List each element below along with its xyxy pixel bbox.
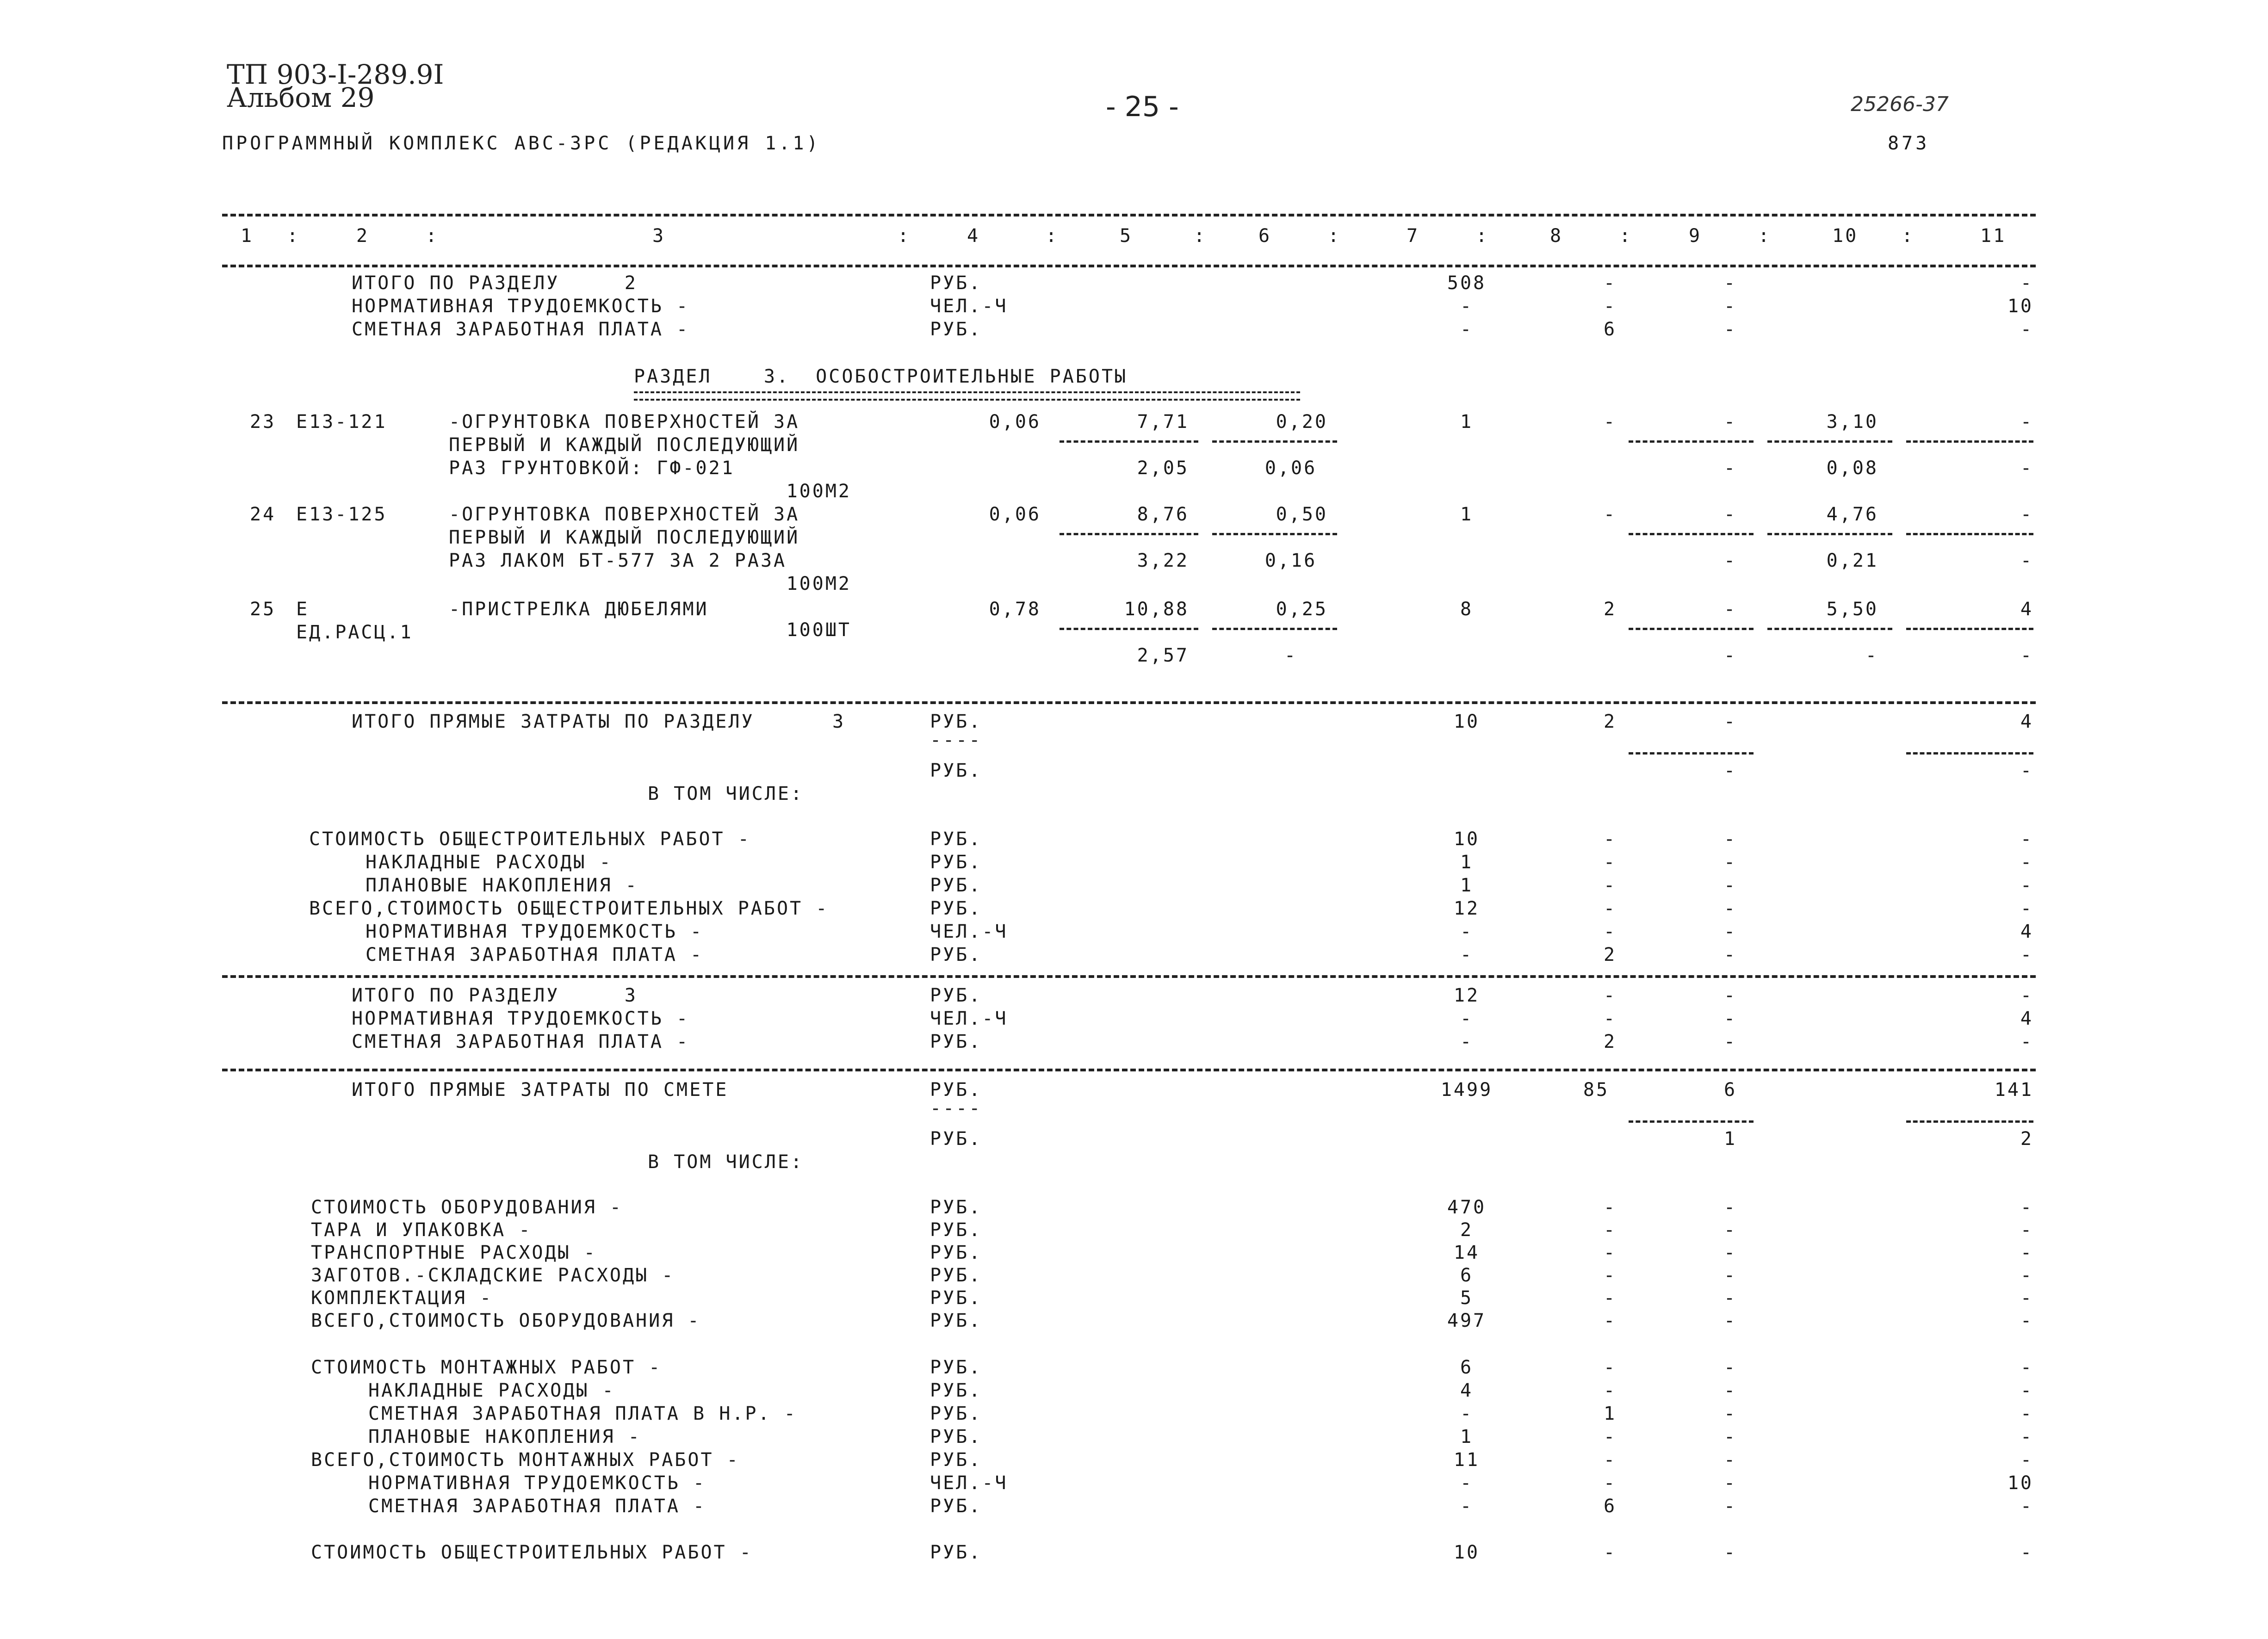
col11-cell: - bbox=[2020, 411, 2033, 433]
col11-cell: - bbox=[2020, 1031, 2033, 1052]
column-separator: : bbox=[1046, 225, 1059, 247]
col9-cell: - bbox=[1723, 1496, 1737, 1517]
col5-cell: 2,57 bbox=[1137, 645, 1189, 666]
row-label: ТАРА И УПАКОВКА - bbox=[311, 1219, 532, 1241]
col11-cell: - bbox=[2020, 1287, 2033, 1309]
album-label: Альбом 29 bbox=[227, 82, 375, 113]
col8-cell: - bbox=[1603, 1197, 1617, 1218]
row-label: ПЛАНОВЫЕ НАКОПЛЕНИЯ - bbox=[366, 875, 638, 896]
col8-cell: - bbox=[1603, 272, 1617, 294]
unit-cell: РУБ. bbox=[930, 1357, 982, 1378]
col8-cell: - bbox=[1603, 898, 1617, 919]
row-label: НОРМАТИВНАЯ ТРУДОЕМКОСТЬ - bbox=[352, 296, 690, 317]
col9-cell: - bbox=[1723, 1403, 1737, 1424]
item-description: РАЗ ЛАКОМ БТ-577 ЗА 2 РАЗА bbox=[449, 550, 787, 571]
row-label: ИТОГО ПО РАЗДЕЛУ 2 bbox=[352, 272, 638, 294]
row-label: ИТОГО ПО РАЗДЕЛУ 3 bbox=[352, 985, 638, 1006]
col11-cell: - bbox=[2020, 944, 2033, 965]
unit-cell: РУБ. bbox=[930, 711, 982, 732]
col9-cell: - bbox=[1723, 1242, 1737, 1263]
col5-subrule bbox=[1060, 628, 1198, 630]
col11-subrule bbox=[1906, 440, 2033, 443]
col10-cell: 3,10 bbox=[1826, 411, 1878, 433]
col7-cell: 12 bbox=[1453, 985, 1480, 1006]
col11-cell: - bbox=[2020, 852, 2033, 873]
col8-cell: 2 bbox=[1603, 1031, 1617, 1052]
col5-subrule bbox=[1060, 533, 1198, 535]
row-label: СМЕТНАЯ ЗАРАБОТНАЯ ПЛАТА - bbox=[366, 944, 704, 965]
row-label: СТОИМОСТЬ ОБЩЕСТРОИТЕЛЬНЫХ РАБОТ - bbox=[311, 1542, 753, 1563]
col7-cell: - bbox=[1460, 1472, 1474, 1494]
col8-cell: - bbox=[1603, 829, 1617, 850]
col8-cell: - bbox=[1603, 1472, 1617, 1494]
col9-cell: - bbox=[1723, 921, 1737, 942]
section-title: РАЗДЕЛ 3. ОСОБОСТРОИТЕЛЬНЫЕ РАБОТЫ bbox=[634, 366, 1128, 387]
col9-cell: - bbox=[1723, 944, 1737, 965]
row-label: СТОИМОСТЬ МОНТАЖНЫХ РАБОТ - bbox=[311, 1357, 662, 1378]
section-title-underline bbox=[634, 391, 1300, 401]
col9-cell: - bbox=[1723, 319, 1737, 340]
unit-cell: РУБ. bbox=[930, 1496, 982, 1517]
column-separator: : bbox=[1902, 225, 1915, 247]
col7-cell: - bbox=[1460, 319, 1474, 340]
col9-cell: - bbox=[1723, 829, 1737, 850]
col11-cell: - bbox=[2020, 1219, 2033, 1241]
row-label: ЗАГОТОВ.-СКЛАДСКИЕ РАСХОДЫ - bbox=[311, 1265, 675, 1286]
col9-cell: - bbox=[1723, 985, 1737, 1006]
unit-cell: РУБ. bbox=[930, 1219, 982, 1241]
col11-subrule bbox=[1906, 1120, 2033, 1123]
item-description: -ОГРУНТОВКА ПОВЕРХНОСТЕЙ ЗА bbox=[449, 504, 800, 525]
unit-dash: ---- bbox=[930, 1098, 982, 1119]
col8-cell: - bbox=[1603, 1426, 1617, 1447]
column-number: 10 bbox=[1832, 225, 1859, 247]
col9-cell: - bbox=[1723, 711, 1737, 732]
col9-subrule bbox=[1629, 440, 1754, 443]
col11-cell: - bbox=[2020, 1403, 2033, 1424]
column-number: 2 bbox=[356, 225, 370, 247]
column-separator: : bbox=[1619, 225, 1633, 247]
col8-cell: - bbox=[1603, 1265, 1617, 1286]
col10-cell: - bbox=[1865, 645, 1878, 666]
col8-cell: - bbox=[1603, 411, 1617, 433]
col9-cell: - bbox=[1723, 550, 1737, 571]
col10-subrule bbox=[1767, 628, 1892, 630]
item-description: РАЗ ГРУНТОВКОЙ: ГФ-021 bbox=[449, 458, 735, 479]
col11-cell: 4 bbox=[2020, 599, 2033, 620]
col7-cell: 508 bbox=[1447, 272, 1487, 294]
col11-cell: 2 bbox=[2020, 1128, 2033, 1150]
unit-cell: РУБ. bbox=[930, 1403, 982, 1424]
unit-cell: РУБ. bbox=[930, 319, 982, 340]
col11-cell: - bbox=[2020, 272, 2033, 294]
col6-subrule bbox=[1212, 628, 1337, 630]
col4-cell: 0,06 bbox=[989, 504, 1041, 525]
unit-cell: РУБ. bbox=[930, 1449, 982, 1471]
col7-cell: - bbox=[1460, 944, 1474, 965]
row-label: СТОИМОСТЬ ОБОРУДОВАНИЯ - bbox=[311, 1197, 623, 1218]
col9-cell: - bbox=[1723, 296, 1737, 317]
col8-cell: - bbox=[1603, 1287, 1617, 1309]
col11-cell: - bbox=[2020, 1197, 2033, 1218]
col7-cell: 11 bbox=[1453, 1449, 1480, 1471]
col11-cell: 10 bbox=[2007, 1472, 2033, 1494]
col8-cell: 1 bbox=[1603, 1403, 1617, 1424]
col10-cell: 4,76 bbox=[1826, 504, 1878, 525]
col9-subrule bbox=[1629, 533, 1754, 535]
section-3-rule bbox=[222, 701, 2036, 704]
col6-cell: - bbox=[1284, 645, 1298, 666]
column-number: 11 bbox=[1980, 225, 2007, 247]
col8-cell: - bbox=[1603, 1449, 1617, 1471]
col11-cell: - bbox=[2020, 458, 2033, 479]
col11-cell: 4 bbox=[2020, 711, 2033, 732]
row-label: НОРМАТИВНАЯ ТРУДОЕМКОСТЬ - bbox=[366, 921, 704, 942]
row-label: ВСЕГО,СТОИМОСТЬ МОНТАЖНЫХ РАБОТ - bbox=[311, 1449, 740, 1471]
row-label: КОМПЛЕКТАЦИЯ - bbox=[311, 1287, 493, 1309]
item-description: -ПРИСТРЕЛКА ДЮБЕЛЯМИ bbox=[449, 599, 709, 620]
unit-cell: РУБ. bbox=[930, 272, 982, 294]
col10-cell: 0,08 bbox=[1826, 458, 1878, 479]
col8-cell: 2 bbox=[1603, 711, 1617, 732]
col4-cell: 0,78 bbox=[989, 599, 1041, 620]
col9-cell: - bbox=[1723, 1472, 1737, 1494]
column-number: 5 bbox=[1120, 225, 1133, 247]
unit-cell: РУБ. bbox=[930, 1310, 982, 1331]
item-number: 25 bbox=[250, 599, 276, 620]
col9-cell: 6 bbox=[1723, 1079, 1737, 1101]
row-label: НОРМАТИВНАЯ ТРУДОЕМКОСТЬ - bbox=[352, 1008, 690, 1029]
col11-cell: - bbox=[2020, 898, 2033, 919]
col11-cell: - bbox=[2020, 504, 2033, 525]
col6-subrule bbox=[1212, 533, 1337, 535]
col7-cell: 470 bbox=[1447, 1197, 1487, 1218]
col11-subrule bbox=[1906, 752, 2033, 755]
row-label: СМЕТНАЯ ЗАРАБОТНАЯ ПЛАТА - bbox=[352, 1031, 690, 1052]
col6-cell: 0,50 bbox=[1276, 504, 1328, 525]
col9-subrule bbox=[1629, 752, 1754, 755]
col7-cell: 1 bbox=[1460, 852, 1474, 873]
item-code: Е bbox=[296, 599, 310, 620]
column-separator: : bbox=[898, 225, 911, 247]
col6-cell: 0,25 bbox=[1276, 599, 1328, 620]
col11-cell: 4 bbox=[2020, 1008, 2033, 1029]
item-description: ПЕРВЫЙ И КАЖДЫЙ ПОСЛЕДУЮЩИЙ bbox=[449, 527, 800, 548]
unit-cell: РУБ. bbox=[930, 1242, 982, 1263]
unit-cell: РУБ. bbox=[930, 875, 982, 896]
estimate-direct-label: ИТОГО ПРЯМЫЕ ЗАТРАТЫ ПО СМЕТЕ bbox=[352, 1079, 729, 1101]
col7-cell: 6 bbox=[1460, 1357, 1474, 1378]
col9-cell: - bbox=[1723, 458, 1737, 479]
col9-subrule bbox=[1629, 628, 1754, 630]
unit-cell: ЧЕЛ.-Ч bbox=[930, 921, 1008, 942]
column-number: 6 bbox=[1258, 225, 1272, 247]
unit-cell: РУБ. bbox=[930, 1128, 982, 1150]
doc-code: ТП 903-I-289.9I bbox=[227, 59, 444, 90]
col11-cell: - bbox=[2020, 1380, 2033, 1401]
table-header-rule bbox=[222, 265, 2036, 267]
col9-cell: - bbox=[1723, 875, 1737, 896]
col8-cell: 85 bbox=[1583, 1079, 1610, 1101]
col7-cell: 5 bbox=[1460, 1287, 1474, 1309]
unit-cell: ЧЕЛ.-Ч bbox=[930, 1472, 1008, 1494]
col5-cell: 8,76 bbox=[1137, 504, 1189, 525]
unit-cell: РУБ. bbox=[930, 1542, 982, 1563]
col4-cell: 0,06 bbox=[989, 411, 1041, 433]
row-label: ВСЕГО,СТОИМОСТЬ ОБЩЕСТРОИТЕЛЬНЫХ РАБОТ - bbox=[309, 898, 829, 919]
column-separator: : bbox=[1328, 225, 1341, 247]
col9-cell: - bbox=[1723, 1449, 1737, 1471]
col9-cell: - bbox=[1723, 852, 1737, 873]
col9-cell: - bbox=[1723, 1357, 1737, 1378]
col11-cell: 10 bbox=[2007, 296, 2033, 317]
col9-cell: - bbox=[1723, 272, 1737, 294]
col11-cell: - bbox=[2020, 1265, 2033, 1286]
col7-cell: - bbox=[1460, 1403, 1474, 1424]
column-separator: : bbox=[1476, 225, 1489, 247]
col5-cell: 2,05 bbox=[1137, 458, 1189, 479]
col6-cell: 0,20 bbox=[1276, 411, 1328, 433]
col11-cell: - bbox=[2020, 1242, 2033, 1263]
col7-cell: 2 bbox=[1460, 1219, 1474, 1241]
col9-cell: - bbox=[1723, 1426, 1737, 1447]
column-number: 3 bbox=[652, 225, 666, 247]
item-unit: 100М2 bbox=[786, 573, 851, 594]
col9-cell: - bbox=[1723, 1219, 1737, 1241]
col8-cell: - bbox=[1603, 875, 1617, 896]
unit-cell: РУБ. bbox=[930, 1031, 982, 1052]
column-number: 7 bbox=[1407, 225, 1420, 247]
unit-cell: РУБ. bbox=[930, 898, 982, 919]
col11-subrule bbox=[1906, 533, 2033, 535]
col11-cell: - bbox=[2020, 645, 2033, 666]
col11-cell: - bbox=[2020, 1496, 2033, 1517]
item-description: -ОГРУНТОВКА ПОВЕРХНОСТЕЙ ЗА bbox=[449, 411, 800, 433]
including-heading: В ТОМ ЧИСЛЕ: bbox=[648, 783, 804, 804]
col10-cell: 5,50 bbox=[1826, 599, 1878, 620]
col9-cell: - bbox=[1723, 1542, 1737, 1563]
unit-cell: РУБ. bbox=[930, 1380, 982, 1401]
col9-cell: - bbox=[1723, 1380, 1737, 1401]
col11-cell: - bbox=[2020, 875, 2033, 896]
unit-cell: РУБ. bbox=[930, 944, 982, 965]
stamp-number: 25266-37 bbox=[1851, 93, 1949, 116]
col11-cell: 4 bbox=[2020, 921, 2033, 942]
col11-cell: - bbox=[2020, 319, 2033, 340]
col8-cell: - bbox=[1603, 1380, 1617, 1401]
item-code-extra: ЕД.РАСЦ.1 bbox=[296, 622, 413, 643]
column-separator: : bbox=[287, 225, 300, 247]
item-description: ПЕРВЫЙ И КАЖДЫЙ ПОСЛЕДУЮЩИЙ bbox=[449, 434, 800, 456]
row-label: НАКЛАДНЫЕ РАСХОДЫ - bbox=[366, 852, 613, 873]
item-code: Е13-125 bbox=[296, 504, 387, 525]
col9-cell: - bbox=[1723, 599, 1737, 620]
row-label: НАКЛАДНЫЕ РАСХОДЫ - bbox=[368, 1380, 615, 1401]
col8-cell: - bbox=[1603, 1008, 1617, 1029]
col11-cell: - bbox=[2020, 1357, 2033, 1378]
col11-cell: - bbox=[2020, 550, 2033, 571]
unit-cell: РУБ. bbox=[930, 829, 982, 850]
row-label: СМЕТНАЯ ЗАРАБОТНАЯ ПЛАТА В Н.Р. - bbox=[368, 1403, 797, 1424]
col7-cell: 1 bbox=[1460, 504, 1474, 525]
unit-cell: РУБ. bbox=[930, 1197, 982, 1218]
col7-cell: - bbox=[1460, 1031, 1474, 1052]
col9-cell: - bbox=[1723, 1310, 1737, 1331]
col7-cell: 10 bbox=[1453, 829, 1480, 850]
col11-cell: - bbox=[2020, 1310, 2033, 1331]
col9-cell: - bbox=[1723, 411, 1737, 433]
col9-cell: - bbox=[1723, 1031, 1737, 1052]
col8-cell: - bbox=[1603, 504, 1617, 525]
col8-cell: - bbox=[1603, 1219, 1617, 1241]
row-label: ТРАНСПОРТНЫЕ РАСХОДЫ - bbox=[311, 1242, 597, 1263]
item-code: Е13-121 bbox=[296, 411, 387, 433]
item-unit: 100М2 bbox=[786, 481, 851, 502]
unit-cell: РУБ. bbox=[930, 760, 982, 781]
col11-cell: - bbox=[2020, 1542, 2033, 1563]
column-number: 4 bbox=[967, 225, 980, 247]
unit-cell: ЧЕЛ.-Ч bbox=[930, 1008, 1008, 1029]
row-label: ВСЕГО,СТОИМОСТЬ ОБОРУДОВАНИЯ - bbox=[311, 1310, 701, 1331]
col6-cell: 0,06 bbox=[1264, 458, 1317, 479]
column-separator: : bbox=[426, 225, 439, 247]
row-label: НОРМАТИВНАЯ ТРУДОЕМКОСТЬ - bbox=[368, 1472, 706, 1494]
unit-dash: ---- bbox=[930, 730, 982, 751]
col8-cell: - bbox=[1603, 1310, 1617, 1331]
unit-cell: РУБ. bbox=[930, 852, 982, 873]
program-title: ПРОГРАММНЫЙ КОМПЛЕКС АВС-3РС (РЕДАКЦИЯ 1.1) bbox=[222, 133, 821, 154]
col8-cell: 2 bbox=[1603, 599, 1617, 620]
col7-cell: 497 bbox=[1447, 1310, 1487, 1331]
sheet-number: 873 bbox=[1888, 133, 1930, 154]
col8-cell: 2 bbox=[1603, 944, 1617, 965]
col5-cell: 7,71 bbox=[1137, 411, 1189, 433]
col6-subrule bbox=[1212, 440, 1337, 443]
col7-cell: 12 bbox=[1453, 898, 1480, 919]
col7-cell: - bbox=[1460, 296, 1474, 317]
col8-cell: - bbox=[1603, 921, 1617, 942]
row-label: СМЕТНАЯ ЗАРАБОТНАЯ ПЛАТА - bbox=[368, 1496, 706, 1517]
col9-cell: - bbox=[1723, 1008, 1737, 1029]
col7-cell: - bbox=[1460, 1008, 1474, 1029]
page-number: - 25 - bbox=[1106, 91, 1179, 123]
col9-cell: - bbox=[1723, 898, 1737, 919]
item-unit: 100ШТ bbox=[786, 619, 851, 641]
col7-cell: 10 bbox=[1453, 711, 1480, 732]
row-label: СМЕТНАЯ ЗАРАБОТНАЯ ПЛАТА - bbox=[352, 319, 690, 340]
unit-cell: РУБ. bbox=[930, 1079, 982, 1101]
col11-cell: 141 bbox=[1994, 1079, 2033, 1101]
col7-cell: 1499 bbox=[1440, 1079, 1493, 1101]
col9-cell: - bbox=[1723, 760, 1737, 781]
col7-cell: 6 bbox=[1460, 1265, 1474, 1286]
col11-cell: - bbox=[2020, 1426, 2033, 1447]
col9-cell: - bbox=[1723, 645, 1737, 666]
col9-cell: - bbox=[1723, 1287, 1737, 1309]
col7-cell: 1 bbox=[1460, 1426, 1474, 1447]
col8-cell: - bbox=[1603, 985, 1617, 1006]
col7-cell: 8 bbox=[1460, 599, 1474, 620]
section-3-subtotal-rule bbox=[222, 975, 2036, 978]
col8-cell: - bbox=[1603, 1542, 1617, 1563]
col10-cell: 0,21 bbox=[1826, 550, 1878, 571]
unit-cell: РУБ. bbox=[930, 1426, 982, 1447]
estimate-rule bbox=[222, 1069, 2036, 1071]
unit-cell: РУБ. bbox=[930, 985, 982, 1006]
col5-cell: 3,22 bbox=[1137, 550, 1189, 571]
col7-cell: 1 bbox=[1460, 411, 1474, 433]
table-top-rule bbox=[222, 214, 2036, 216]
col9-cell: - bbox=[1723, 1197, 1737, 1218]
item-number: 23 bbox=[250, 411, 276, 433]
column-separator: : bbox=[1758, 225, 1772, 247]
col11-cell: - bbox=[2020, 985, 2033, 1006]
col8-cell: - bbox=[1603, 1242, 1617, 1263]
col6-cell: 0,16 bbox=[1264, 550, 1317, 571]
col9-cell: - bbox=[1723, 504, 1737, 525]
col8-cell: 6 bbox=[1603, 319, 1617, 340]
col8-cell: - bbox=[1603, 1357, 1617, 1378]
item-number: 24 bbox=[250, 504, 276, 525]
col5-cell: 10,88 bbox=[1124, 599, 1189, 620]
unit-cell: РУБ. bbox=[930, 1265, 982, 1286]
col7-cell: 10 bbox=[1453, 1542, 1480, 1563]
col10-subrule bbox=[1767, 533, 1892, 535]
col8-cell: 6 bbox=[1603, 1496, 1617, 1517]
row-label: СТОИМОСТЬ ОБЩЕСТРОИТЕЛЬНЫХ РАБОТ - bbox=[309, 829, 751, 850]
col11-subrule bbox=[1906, 628, 2033, 630]
col11-cell: - bbox=[2020, 829, 2033, 850]
column-number: 8 bbox=[1550, 225, 1563, 247]
unit-cell: ЧЕЛ.-Ч bbox=[930, 296, 1008, 317]
including-heading: В ТОМ ЧИСЛЕ: bbox=[648, 1151, 804, 1173]
col5-subrule bbox=[1060, 440, 1198, 443]
col9-cell: - bbox=[1723, 1265, 1737, 1286]
column-number: 9 bbox=[1689, 225, 1702, 247]
col11-cell: - bbox=[2020, 760, 2033, 781]
col8-cell: - bbox=[1603, 296, 1617, 317]
col10-subrule bbox=[1767, 440, 1892, 443]
col8-cell: - bbox=[1603, 852, 1617, 873]
col7-cell: - bbox=[1460, 921, 1474, 942]
col9-cell: 1 bbox=[1723, 1128, 1737, 1150]
col9-subrule bbox=[1629, 1120, 1754, 1123]
col7-cell: 14 bbox=[1453, 1242, 1480, 1263]
col11-cell: - bbox=[2020, 1449, 2033, 1471]
unit-cell: РУБ. bbox=[930, 1287, 982, 1309]
column-separator: : bbox=[1194, 225, 1207, 247]
col7-cell: - bbox=[1460, 1496, 1474, 1517]
column-number: 1 bbox=[241, 225, 254, 247]
col7-cell: 4 bbox=[1460, 1380, 1474, 1401]
col7-cell: 1 bbox=[1460, 875, 1474, 896]
row-label: ПЛАНОВЫЕ НАКОПЛЕНИЯ - bbox=[368, 1426, 641, 1447]
direct-costs-label: ИТОГО ПРЯМЫЕ ЗАТРАТЫ ПО РАЗДЕЛУ 3 bbox=[352, 711, 846, 732]
